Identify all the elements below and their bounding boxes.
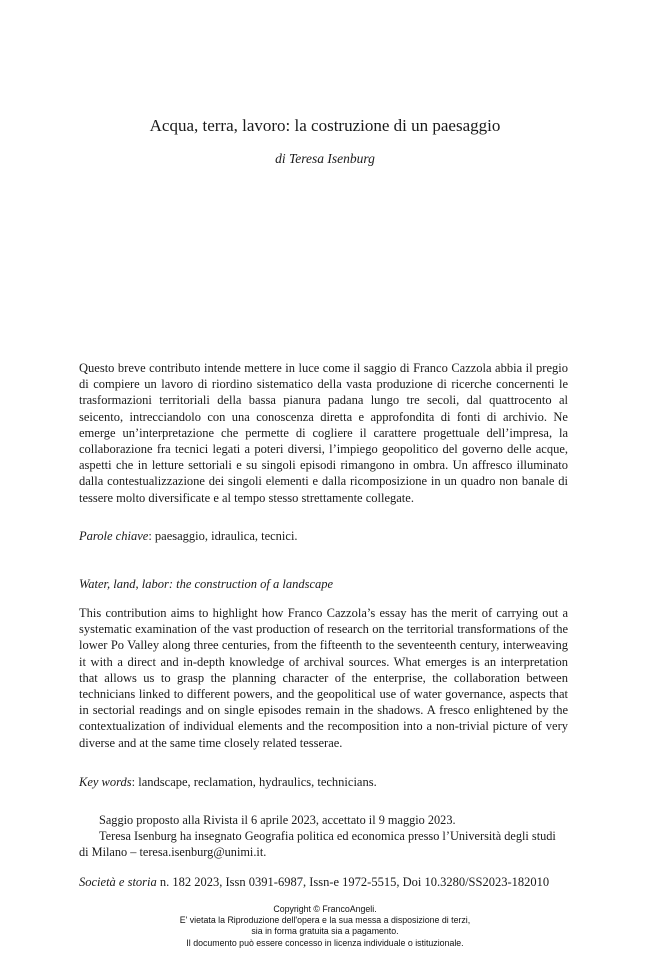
article-author: di Teresa Isenburg — [275, 151, 375, 166]
copyright-notice — [0, 904, 650, 949]
keywords-text: : landscape, reclamation, hydraulics, technicians. — [131, 775, 377, 789]
keywords-label: Parole chiave — [79, 529, 149, 543]
english-title: Water, land, labor: the construction of a landscape — [79, 577, 334, 591]
copyright-line: E' vietata la Riproduzione dell'opera e la sua messa a disposizione di terzi, — [179, 915, 471, 926]
copyright-line: Il documento può essere concesso in licenza individuale o istituzionale. — [186, 937, 464, 948]
journal-name: Società e storia — [79, 875, 157, 889]
submission-note: Saggio proposto alla Rivista il 6 aprile 2023, accettato il 9 maggio 2023. — [99, 813, 456, 827]
keywords-english — [79, 774, 568, 790]
journal-citation — [79, 874, 568, 890]
keywords-text: : paesaggio, idraulica, tecnici. — [148, 529, 298, 543]
citation-details: n. 182 2023, Issn 0391-6987, Issn-e 1972-5515, Doi 10.3280/SS2023-182010 — [156, 875, 550, 889]
author-bio-note: Teresa Isenburg ha insegnato Geografia politica ed economica presso l’Università degli studi di Milano – teresa.isenburg@unimi.it. — [79, 829, 556, 859]
keywords-italian — [79, 528, 568, 544]
keywords-label: Key words — [79, 775, 132, 789]
abstract-italian: Questo breve contributo intende mettere in luce come il saggio di Franco Cazzola abbia il pregio di compiere un lavoro di riordino sistematico della vasta produzione di ricerche concernenti le trasformazioni territoriali della bassa pianura padana lungo tre secoli, dal quattrocento al seicento, intrecciandolo con una conoscenza diretta e approfondita di fonti di archivio. Ne emerge un’interpretazione che permette di cogliere il carattere progettuale dell’impresa, la collaborazione fra tecnici legati a poteri diversi, l’impiego geopolitico del governo delle acque, aspetti che in letture settoriali e su singoli episodi rimangono in ombra. Un affresco illuminato dalla contestualizzazione dei singoli elementi e dalla ricomposizione in un quadro non banale di tessere molto diversificate e al tempo stesso strettamente collegate. — [79, 361, 568, 505]
abstract-english: This contribution aims to highlight how Franco Cazzola’s essay has the merit of carrying out a systematic examination of the vast production of research on the territorial transformations of the lower Po Valley along three centuries, from the fifteenth to the seventeenth century, interweaving it with a direct and in-depth knowledge of archival sources. What emerges is an interpretation that allows us to grasp the planning character of the enterprise, the collaboration between technicians linked to different powers, and the geopolitical use of water governance, aspects that in sectorial readings and on single episodes remain in the shadows. A fresco enlightened by the contextualization of individual elements and the recomposition into a non-trivial picture of very diverse and at the same time closely related tesserae. — [79, 606, 568, 750]
copyright-line: sia in forma gratuita sia a pagamento. — [251, 926, 399, 937]
copyright-line: Copyright © FrancoAngeli. — [273, 904, 377, 914]
article-title: Acqua, terra, lavoro: la costruzione di un paesaggio — [149, 116, 501, 135]
